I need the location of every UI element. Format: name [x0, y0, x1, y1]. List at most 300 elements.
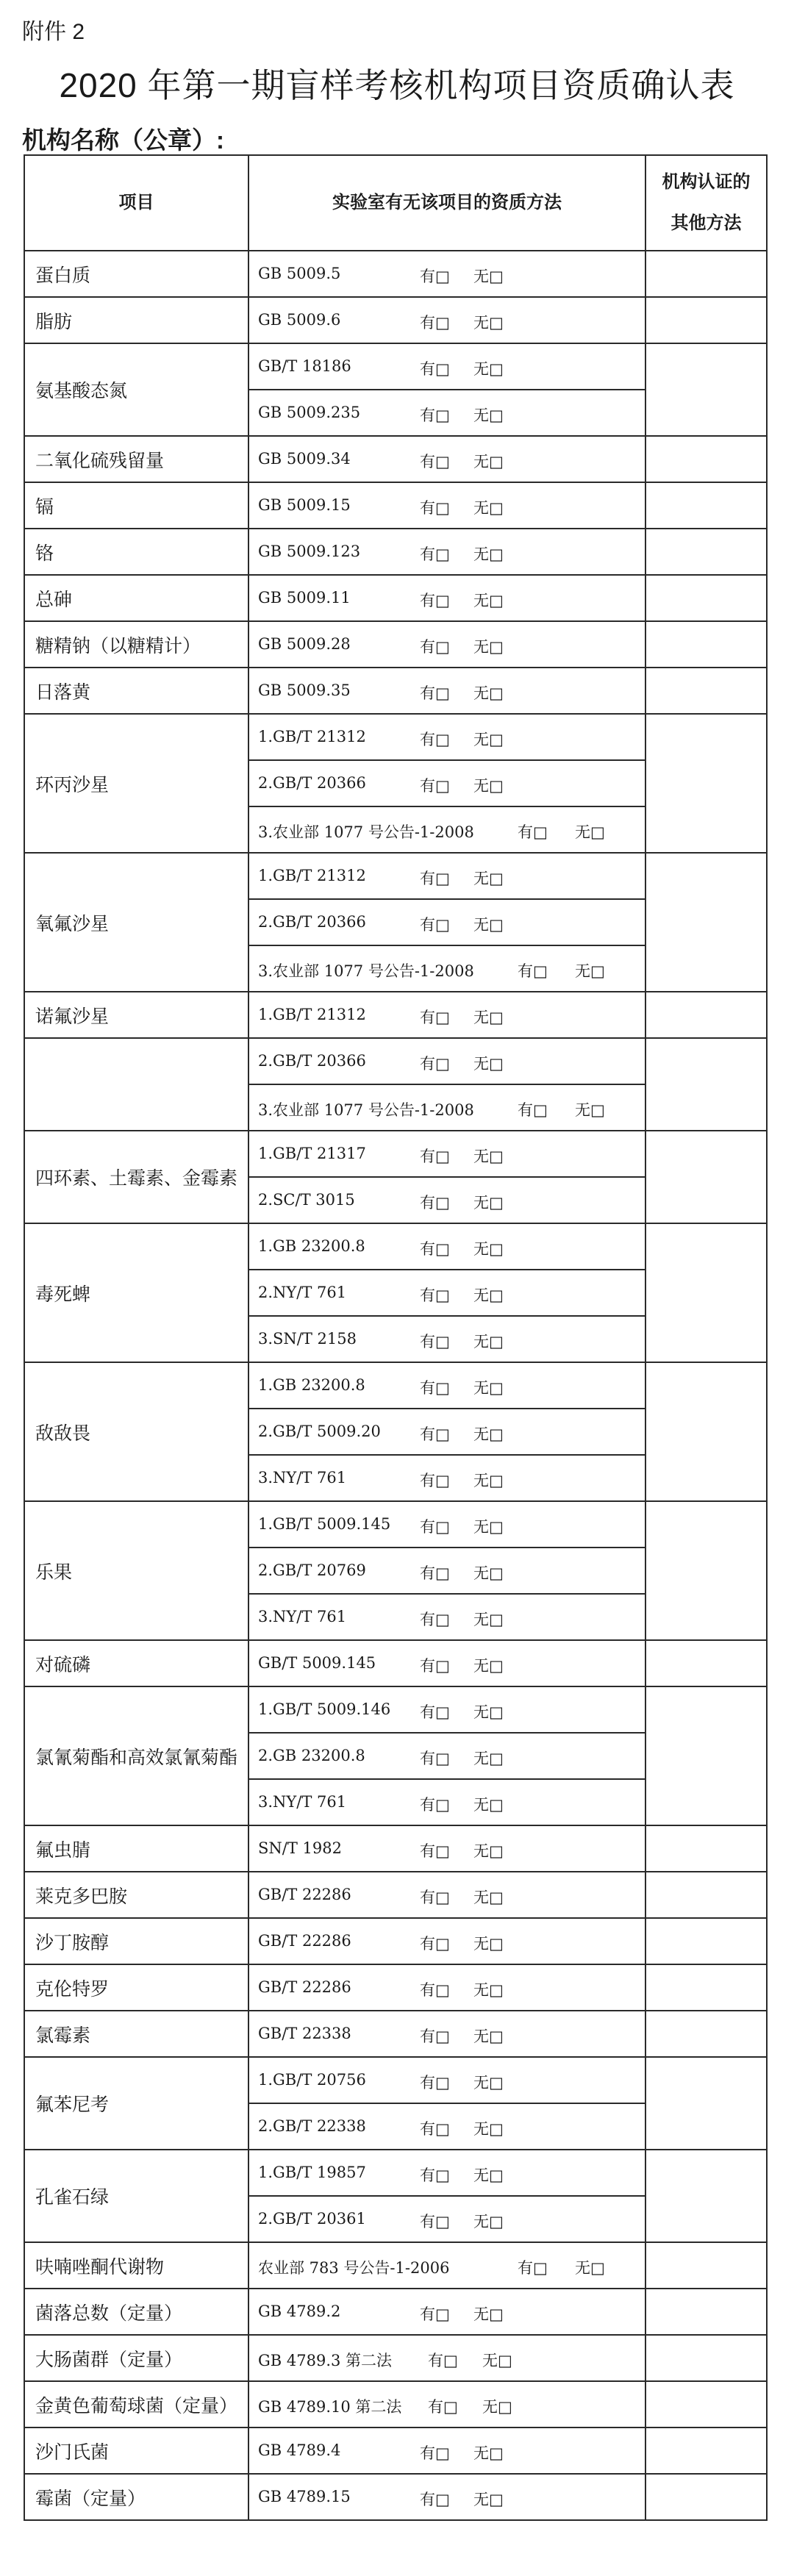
none-checkbox[interactable]: 无□ — [575, 1101, 605, 1119]
other-method-cell[interactable] — [645, 2335, 767, 2381]
has-checkbox[interactable]: 有□ — [420, 314, 450, 332]
table-row — [24, 575, 767, 621]
table-row — [24, 992, 767, 1038]
has-checkbox[interactable]: 有□ — [420, 777, 450, 795]
method-cell — [248, 2242, 645, 2289]
method-text: 2.GB/T 20366 — [258, 913, 366, 931]
method-cell — [248, 1594, 645, 1640]
item-cell: 莱克多巴胺 — [24, 1872, 248, 1918]
table-row — [24, 1362, 767, 1409]
none-checkbox[interactable]: 无□ — [473, 1703, 504, 1721]
none-checkbox[interactable]: 无□ — [473, 407, 504, 424]
method-cell — [248, 2335, 645, 2381]
method-text: 农业部 783 号公告-1-2006 — [258, 2259, 450, 2277]
method-text: GB/T 22338 — [258, 2025, 351, 2042]
method-cell — [248, 529, 645, 575]
method-cell — [248, 668, 645, 714]
has-checkbox[interactable]: 有□ — [518, 823, 548, 841]
other-method-cell[interactable] — [645, 297, 767, 343]
has-checkbox[interactable]: 有□ — [420, 1842, 450, 1860]
method-text: GB 5009.28 — [258, 635, 351, 653]
method-text: GB 5009.5 — [258, 265, 341, 282]
item-cell: 氯氰菊酯和高效氯氰菊酯 — [24, 1686, 248, 1825]
none-checkbox[interactable]: 无□ — [473, 1564, 504, 1582]
other-method-cell[interactable] — [645, 1918, 767, 1964]
none-checkbox[interactable]: 无□ — [473, 1796, 504, 1814]
table-row — [24, 297, 767, 343]
method-text: GB 4789.3 第二法 — [258, 2352, 393, 2369]
none-checkbox[interactable]: 无□ — [473, 1657, 504, 1675]
method-text: GB/T 22286 — [258, 1978, 351, 1996]
item-cell: 脂肪 — [24, 297, 248, 343]
method-text: GB 4789.2 — [258, 2303, 341, 2320]
has-checkbox[interactable]: 有□ — [420, 684, 450, 702]
other-method-cell[interactable] — [645, 251, 767, 297]
none-checkbox[interactable]: 无□ — [473, 777, 504, 795]
method-text: 3.农业部 1077 号公告-1-2008 — [258, 823, 474, 841]
method-text: 1.GB 23200.8 — [258, 1376, 365, 1394]
other-method-cell[interactable] — [645, 482, 767, 529]
has-checkbox[interactable]: 有□ — [420, 1148, 450, 1165]
has-checkbox[interactable]: 有□ — [420, 453, 450, 471]
method-text: GB/T 22286 — [258, 1932, 351, 1950]
none-checkbox[interactable]: 无□ — [473, 1889, 504, 1906]
method-cell — [248, 1501, 645, 1548]
method-text: 2.GB/T 20769 — [258, 1561, 366, 1579]
method-cell — [248, 1964, 645, 2011]
method-cell — [248, 621, 645, 668]
none-checkbox[interactable]: 无□ — [473, 2213, 504, 2230]
has-checkbox[interactable]: 有□ — [420, 1796, 450, 1814]
item-cell: 毒死蜱 — [24, 1223, 248, 1362]
table-row — [24, 1964, 767, 2011]
other-method-cell[interactable] — [645, 853, 767, 992]
has-checkbox[interactable]: 有□ — [420, 2074, 450, 2092]
method-text: GB 4789.4 — [258, 2441, 341, 2459]
method-text: 1.GB/T 20756 — [258, 2071, 366, 2089]
none-checkbox[interactable]: 无□ — [473, 1611, 504, 1628]
method-text: GB 5009.35 — [258, 681, 351, 699]
has-checkbox[interactable]: 有□ — [518, 2259, 548, 2277]
method-cell — [248, 297, 645, 343]
item-cell: 对硫磷 — [24, 1640, 248, 1686]
method-cell — [248, 390, 645, 436]
method-cell — [248, 482, 645, 529]
table-row — [24, 251, 767, 297]
has-checkbox[interactable]: 有□ — [420, 1472, 450, 1489]
table-row — [24, 2011, 767, 2057]
none-checkbox[interactable]: 无□ — [473, 2074, 504, 2092]
none-checkbox[interactable]: 无□ — [575, 2259, 605, 2277]
method-cell — [248, 436, 645, 482]
has-checkbox[interactable]: 有□ — [420, 2491, 450, 2508]
none-checkbox[interactable]: 无□ — [473, 314, 504, 332]
other-method-cell[interactable] — [645, 1362, 767, 1501]
none-checkbox[interactable]: 无□ — [473, 916, 504, 934]
method-text: 1.GB/T 19857 — [258, 2164, 366, 2181]
has-checkbox[interactable]: 有□ — [420, 2305, 450, 2323]
table-row — [24, 2381, 767, 2427]
attachment-label: 附件 2 — [22, 20, 85, 44]
has-checkbox[interactable]: 有□ — [420, 638, 450, 656]
other-method-cell[interactable] — [645, 1131, 767, 1223]
none-checkbox[interactable]: 无□ — [473, 1148, 504, 1165]
method-text: 2.GB/T 20366 — [258, 1052, 366, 1070]
has-checkbox[interactable]: 有□ — [420, 499, 450, 517]
method-text: 3.农业部 1077 号公告-1-2008 — [258, 1101, 474, 1119]
method-cell — [248, 1409, 645, 1455]
method-text: GB/T 5009.145 — [258, 1654, 376, 1672]
page-title: 2020 年第一期盲样考核机构项目资质确认表 — [59, 66, 735, 104]
has-checkbox[interactable]: 有□ — [420, 916, 450, 934]
has-checkbox[interactable]: 有□ — [420, 2028, 450, 2045]
has-checkbox[interactable]: 有□ — [420, 1287, 450, 1304]
method-cell — [248, 1640, 645, 1686]
method-text: 1.GB/T 5009.146 — [258, 1700, 391, 1718]
item-cell: 环丙沙星 — [24, 714, 248, 853]
has-checkbox[interactable]: 有□ — [420, 1935, 450, 1953]
table-row — [24, 529, 767, 575]
method-cell — [248, 575, 645, 621]
table-row — [24, 1825, 767, 1872]
method-text: 2.SC/T 3015 — [258, 1191, 355, 1209]
method-cell — [248, 714, 645, 760]
has-checkbox[interactable]: 有□ — [420, 2167, 450, 2184]
other-method-cell[interactable] — [645, 1640, 767, 1686]
none-checkbox[interactable]: 无□ — [473, 870, 504, 887]
none-checkbox[interactable]: 无□ — [473, 592, 504, 609]
item-cell: 敌敌畏 — [24, 1362, 248, 1501]
none-checkbox[interactable]: 无□ — [473, 2028, 504, 2045]
table-row — [24, 714, 767, 760]
other-method-cell[interactable] — [645, 2242, 767, 2289]
has-checkbox[interactable]: 有□ — [420, 870, 450, 887]
method-cell — [248, 1270, 645, 1316]
other-method-cell[interactable] — [645, 1964, 767, 2011]
method-cell — [248, 992, 645, 1038]
item-cell: 氯霉素 — [24, 2011, 248, 2057]
other-method-cell[interactable] — [645, 2427, 767, 2474]
method-cell — [248, 1362, 645, 1409]
method-text: GB 4789.10 第二法 — [258, 2398, 402, 2416]
method-text: 2.GB/T 20366 — [258, 774, 366, 792]
method-cell — [248, 2427, 645, 2474]
none-checkbox[interactable]: 无□ — [473, 1842, 504, 1860]
none-checkbox[interactable]: 无□ — [473, 1425, 504, 1443]
method-text: GB/T 18186 — [258, 357, 351, 375]
none-checkbox[interactable]: 无□ — [473, 1472, 504, 1489]
other-method-cell[interactable] — [645, 2381, 767, 2427]
method-text: GB 5009.34 — [258, 450, 351, 468]
has-checkbox[interactable]: 有□ — [420, 1379, 450, 1397]
method-cell — [248, 1455, 645, 1501]
table-row — [24, 2242, 767, 2289]
none-checkbox[interactable]: 无□ — [482, 2352, 512, 2369]
item-cell: 四环素、土霉素、金霉素 — [24, 1131, 248, 1223]
method-cell — [248, 2057, 645, 2103]
method-text: 1.GB/T 21312 — [258, 867, 366, 884]
none-checkbox[interactable]: 无□ — [473, 1194, 504, 1212]
method-cell — [248, 1548, 645, 1594]
item-cell: 呋喃唑酮代谢物 — [24, 2242, 248, 2289]
method-cell — [248, 2103, 645, 2150]
table-row — [24, 1918, 767, 1964]
method-text: 2.NY/T 761 — [258, 1284, 347, 1301]
table-row — [24, 2474, 767, 2520]
item-cell: 氟苯尼考 — [24, 2057, 248, 2150]
item-cell — [24, 1038, 248, 1131]
none-checkbox[interactable]: 无□ — [473, 1379, 504, 1397]
method-text: 2.GB/T 22338 — [258, 2117, 366, 2135]
method-cell — [248, 899, 645, 945]
has-checkbox[interactable]: 有□ — [420, 1889, 450, 1906]
method-cell — [248, 2381, 645, 2427]
has-checkbox[interactable]: 有□ — [420, 1240, 450, 1258]
item-cell: 诺氟沙星 — [24, 992, 248, 1038]
none-checkbox[interactable]: 无□ — [473, 545, 504, 563]
method-cell — [248, 2474, 645, 2520]
has-checkbox[interactable]: 有□ — [420, 1657, 450, 1675]
none-checkbox[interactable]: 无□ — [473, 2305, 504, 2323]
has-checkbox[interactable]: 有□ — [428, 2398, 458, 2416]
method-cell — [248, 1177, 645, 1223]
table-row — [24, 668, 767, 714]
none-checkbox[interactable]: 无□ — [473, 1055, 504, 1073]
item-cell: 大肠菌群（定量） — [24, 2335, 248, 2381]
table-row — [24, 1223, 767, 1270]
table-row — [24, 1640, 767, 1686]
has-checkbox[interactable]: 有□ — [420, 1055, 450, 1073]
item-cell: 克伦特罗 — [24, 1964, 248, 2011]
method-text: GB 5009.235 — [258, 404, 361, 421]
method-cell — [248, 1825, 645, 1872]
has-checkbox[interactable]: 有□ — [420, 1333, 450, 1350]
has-checkbox[interactable]: 有□ — [420, 360, 450, 378]
none-checkbox[interactable]: 无□ — [575, 823, 605, 841]
table-row — [24, 1501, 767, 1548]
method-cell — [248, 1223, 645, 1270]
item-cell: 糖精钠（以糖精计） — [24, 621, 248, 668]
none-checkbox[interactable]: 无□ — [473, 1518, 504, 1536]
method-text: GB 5009.15 — [258, 496, 351, 514]
item-cell: 菌落总数（定量） — [24, 2289, 248, 2335]
method-cell — [248, 1779, 645, 1825]
method-text: GB 5009.6 — [258, 311, 341, 329]
other-method-cell[interactable] — [645, 343, 767, 436]
item-cell: 金黄色葡萄球菌（定量） — [24, 2381, 248, 2427]
none-checkbox[interactable]: 无□ — [473, 499, 504, 517]
table-row — [24, 1131, 767, 1177]
method-text: 3.农业部 1077 号公告-1-2008 — [258, 962, 474, 980]
has-checkbox[interactable]: 有□ — [420, 592, 450, 609]
method-cell — [248, 1131, 645, 1177]
has-checkbox[interactable]: 有□ — [428, 2352, 458, 2369]
none-checkbox[interactable]: 无□ — [473, 638, 504, 656]
method-text: 3.SN/T 2158 — [258, 1330, 357, 1348]
method-text: 2.GB/T 20361 — [258, 2210, 366, 2228]
method-cell — [248, 2196, 645, 2242]
item-cell: 二氧化硫残留量 — [24, 436, 248, 482]
other-method-cell[interactable] — [645, 1501, 767, 1640]
method-text: 3.NY/T 761 — [258, 1793, 347, 1811]
other-method-cell[interactable] — [645, 2289, 767, 2335]
qualification-table — [24, 154, 768, 2521]
has-checkbox[interactable]: 有□ — [518, 962, 548, 980]
other-method-cell[interactable] — [645, 575, 767, 621]
table-row — [24, 343, 767, 390]
other-method-cell[interactable] — [645, 2057, 767, 2150]
other-method-cell[interactable] — [645, 436, 767, 482]
other-method-cell[interactable] — [645, 2150, 767, 2242]
method-cell — [248, 2150, 645, 2196]
other-method-cell[interactable] — [645, 621, 767, 668]
none-checkbox[interactable]: 无□ — [482, 2398, 512, 2416]
other-method-cell[interactable] — [645, 1038, 767, 1131]
method-cell — [248, 806, 645, 853]
has-checkbox[interactable]: 有□ — [420, 1425, 450, 1443]
none-checkbox[interactable]: 无□ — [473, 2167, 504, 2184]
item-cell: 氨基酸态氮 — [24, 343, 248, 436]
none-checkbox[interactable]: 无□ — [575, 962, 605, 980]
item-cell: 乐果 — [24, 1501, 248, 1640]
has-checkbox[interactable]: 有□ — [420, 1611, 450, 1628]
method-cell — [248, 1733, 645, 1779]
none-checkbox[interactable]: 无□ — [473, 1287, 504, 1304]
method-cell — [248, 1872, 645, 1918]
table-row — [24, 1686, 767, 1733]
none-checkbox[interactable]: 无□ — [473, 268, 504, 285]
has-checkbox[interactable]: 有□ — [420, 1750, 450, 1767]
method-text: 1.GB/T 21312 — [258, 728, 366, 745]
method-cell — [248, 760, 645, 806]
has-checkbox[interactable]: 有□ — [420, 1009, 450, 1026]
method-cell — [248, 1038, 645, 1084]
item-cell: 镉 — [24, 482, 248, 529]
none-checkbox[interactable]: 无□ — [473, 1009, 504, 1026]
has-checkbox[interactable]: 有□ — [420, 2213, 450, 2230]
method-cell — [248, 1686, 645, 1733]
method-text: 1.GB/T 21317 — [258, 1145, 366, 1162]
item-cell: 日落黄 — [24, 668, 248, 714]
method-text: 2.GB 23200.8 — [258, 1747, 365, 1764]
none-checkbox[interactable]: 无□ — [473, 1750, 504, 1767]
other-method-cell[interactable] — [645, 668, 767, 714]
method-cell — [248, 251, 645, 297]
header-other-line1: 机构认证的 — [662, 172, 751, 192]
header-item: 项目 — [24, 155, 248, 251]
has-checkbox[interactable]: 有□ — [518, 1101, 548, 1119]
table-row — [24, 2150, 767, 2196]
table-row — [24, 2057, 767, 2103]
other-method-cell[interactable] — [645, 529, 767, 575]
none-checkbox[interactable]: 无□ — [473, 2120, 504, 2138]
other-method-cell[interactable] — [645, 1223, 767, 1362]
none-checkbox[interactable]: 无□ — [473, 1981, 504, 1999]
has-checkbox[interactable]: 有□ — [420, 1981, 450, 1999]
method-text: GB 4789.15 — [258, 2488, 351, 2505]
other-method-cell[interactable] — [645, 1872, 767, 1918]
header-other-line2: 其他方法 — [670, 213, 742, 233]
method-text: 1.GB 23200.8 — [258, 1237, 365, 1255]
none-checkbox[interactable]: 无□ — [473, 731, 504, 748]
method-text: SN/T 1982 — [258, 1839, 342, 1857]
method-text: 3.NY/T 761 — [258, 1608, 347, 1625]
header-method: 实验室有无该项目的资质方法 — [248, 155, 645, 251]
none-checkbox[interactable]: 无□ — [473, 453, 504, 471]
has-checkbox[interactable]: 有□ — [420, 1194, 450, 1212]
other-method-cell[interactable] — [645, 1825, 767, 1872]
method-cell — [248, 1918, 645, 1964]
other-method-cell[interactable] — [645, 2474, 767, 2520]
has-checkbox[interactable]: 有□ — [420, 268, 450, 285]
item-cell: 霉菌（定量） — [24, 2474, 248, 2520]
method-text: GB 5009.11 — [258, 589, 351, 607]
method-text: GB 5009.123 — [258, 543, 361, 560]
item-cell: 铬 — [24, 529, 248, 575]
method-cell — [248, 343, 645, 390]
none-checkbox[interactable]: 无□ — [473, 2491, 504, 2508]
has-checkbox[interactable]: 有□ — [420, 545, 450, 563]
item-cell: 沙丁胺醇 — [24, 1918, 248, 1964]
has-checkbox[interactable]: 有□ — [420, 1703, 450, 1721]
method-text: 1.GB/T 21312 — [258, 1006, 366, 1023]
item-cell: 孔雀石绿 — [24, 2150, 248, 2242]
method-cell — [248, 1084, 645, 1131]
table-row — [24, 1038, 767, 1084]
none-checkbox[interactable]: 无□ — [473, 1240, 504, 1258]
method-text: 1.GB/T 5009.145 — [258, 1515, 391, 1533]
has-checkbox[interactable]: 有□ — [420, 2120, 450, 2138]
item-cell: 氟虫腈 — [24, 1825, 248, 1872]
has-checkbox[interactable]: 有□ — [420, 1518, 450, 1536]
method-cell — [248, 853, 645, 899]
item-cell: 蛋白质 — [24, 251, 248, 297]
item-cell: 氧氟沙星 — [24, 853, 248, 992]
table-row — [24, 621, 767, 668]
other-method-cell[interactable] — [645, 714, 767, 853]
has-checkbox[interactable]: 有□ — [420, 731, 450, 748]
method-cell — [248, 2011, 645, 2057]
table-row — [24, 2289, 767, 2335]
has-checkbox[interactable]: 有□ — [420, 2444, 450, 2462]
has-checkbox[interactable]: 有□ — [420, 1564, 450, 1582]
none-checkbox[interactable]: 无□ — [473, 1935, 504, 1953]
none-checkbox[interactable]: 无□ — [473, 2444, 504, 2462]
table-row — [24, 436, 767, 482]
item-cell: 沙门氏菌 — [24, 2427, 248, 2474]
org-name-label: 机构名称（公章）: — [22, 126, 224, 154]
method-cell — [248, 1316, 645, 1362]
method-cell — [248, 2289, 645, 2335]
table-row — [24, 482, 767, 529]
has-checkbox[interactable]: 有□ — [420, 407, 450, 424]
other-method-cell[interactable] — [645, 1686, 767, 1825]
item-cell: 总砷 — [24, 575, 248, 621]
other-method-cell[interactable] — [645, 2011, 767, 2057]
table-row — [24, 1872, 767, 1918]
none-checkbox[interactable]: 无□ — [473, 684, 504, 702]
method-text: 3.NY/T 761 — [258, 1469, 347, 1486]
table-row — [24, 2427, 767, 2474]
table-header-row — [24, 155, 767, 251]
header-other — [645, 155, 767, 251]
other-method-cell[interactable] — [645, 992, 767, 1038]
table-row — [24, 853, 767, 899]
none-checkbox[interactable]: 无□ — [473, 1333, 504, 1350]
table-row — [24, 2335, 767, 2381]
method-cell — [248, 945, 645, 992]
none-checkbox[interactable]: 无□ — [473, 360, 504, 378]
